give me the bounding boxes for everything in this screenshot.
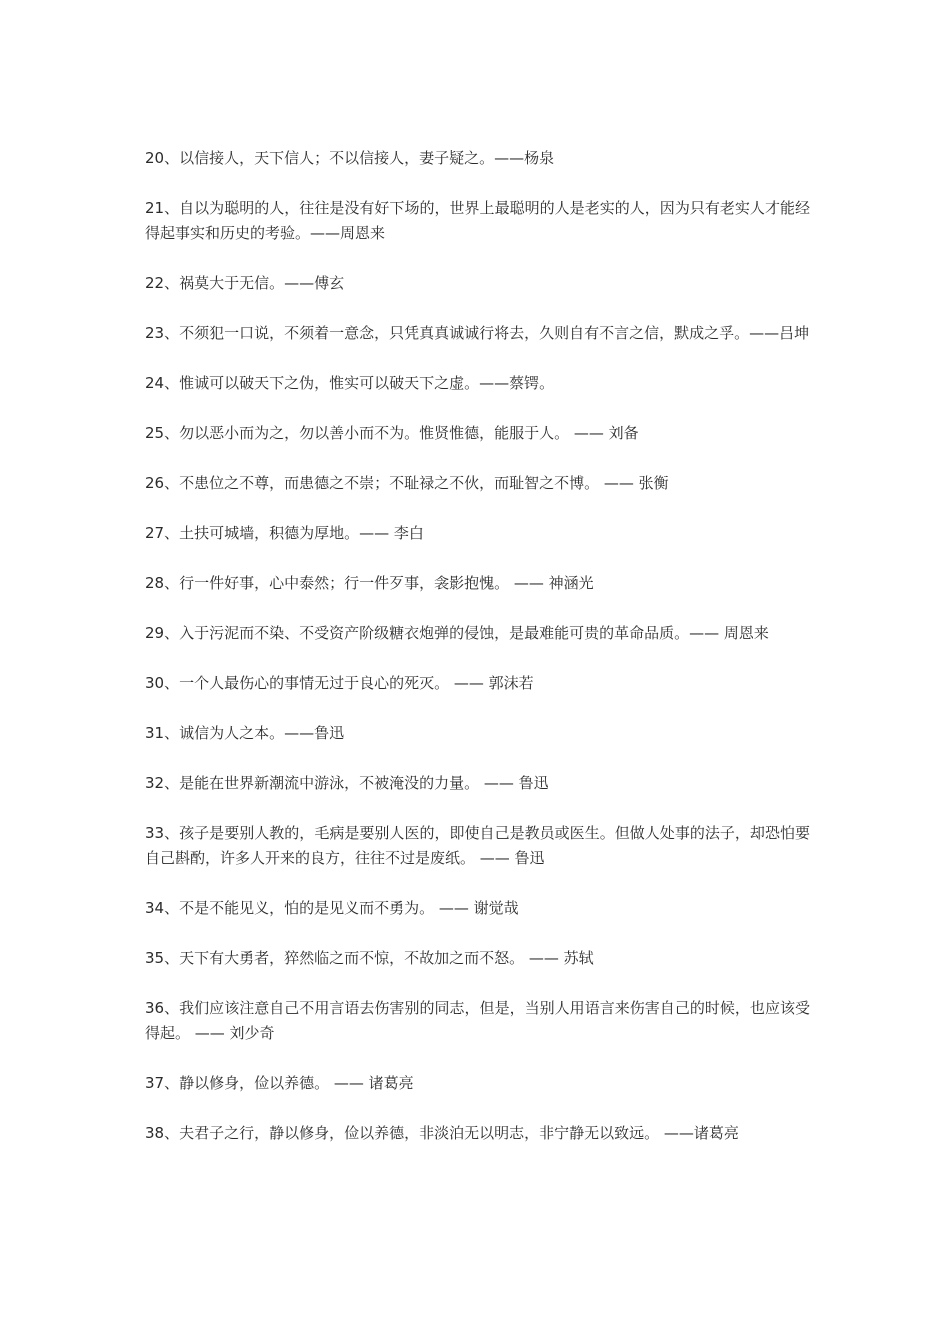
quote-item-34: 34、不是不能见义，怕的是见义而不勇为。 —— 谢觉哉 bbox=[145, 899, 519, 917]
quote-item-26: 26、不患位之不尊，而患德之不崇；不耻禄之不伙，而耻智之不博。 —— 张衡 bbox=[145, 474, 669, 492]
quote-item-33: 33、孩子是要别人教的，毛病是要别人医的，即使自己是教员或医生。但做人处事的法子，却恐怕要自己斟酌，许多人开来的良方，往往不过是废纸。 —— 鲁迅 bbox=[145, 824, 810, 867]
quote-item-28: 28、行一件好事，心中泰然；行一件歹事，衾影抱愧。 —— 神涵光 bbox=[145, 574, 594, 592]
quote-item-37: 37、静以修身，俭以养德。 —— 诸葛亮 bbox=[145, 1074, 414, 1092]
quote-item-25: 25、勿以恶小而为之，勿以善小而不为。惟贤惟德，能服于人。 —— 刘备 bbox=[145, 424, 639, 442]
quote-item-31: 31、诚信为人之本。——鲁迅 bbox=[145, 724, 345, 742]
quote-item-24: 24、惟诚可以破天下之伪，惟实可以破天下之虚。——蔡锷。 bbox=[145, 374, 555, 392]
quote-item-35: 35、天下有大勇者，猝然临之而不惊，不故加之而不怒。 —— 苏轼 bbox=[145, 949, 594, 967]
quote-item-30: 30、一个人最伤心的事情无过于良心的死灭。 —— 郭沫若 bbox=[145, 674, 534, 692]
quote-list bbox=[145, 146, 810, 1171]
quote-item-21: 21、自以为聪明的人，往往是没有好下场的，世界上最聪明的人是老实的人，因为只有老实人才能经得起事实和历史的考验。——周恩来 bbox=[145, 199, 810, 242]
quote-item-36: 36、我们应该注意自己不用言语去伤害别的同志，但是，当别人用语言来伤害自己的时候，也应该受得起。 —— 刘少奇 bbox=[145, 999, 810, 1042]
quote-item-29: 29、入于污泥而不染、不受资产阶级糖衣炮弹的侵蚀，是最难能可贵的革命品质。—— 周恩来 bbox=[145, 624, 769, 642]
quote-item-38: 38、夫君子之行，静以修身，俭以养德，非淡泊无以明志，非宁静无以致远。 ——诸葛亮 bbox=[145, 1124, 739, 1142]
quote-item-20: 20、以信接人，天下信人；不以信接人，妻子疑之。——杨泉 bbox=[145, 149, 555, 167]
quote-item-32: 32、是能在世界新潮流中游泳，不被淹没的力量。 —— 鲁迅 bbox=[145, 774, 549, 792]
quote-item-22: 22、祸莫大于无信。——傅玄 bbox=[145, 274, 345, 292]
quote-item-23: 23、不须犯一口说，不须着一意念，只凭真真诚诚行将去，久则自有不言之信，默成之孚。——吕坤 bbox=[145, 324, 810, 342]
quote-item-27: 27、土扶可城墙，积德为厚地。—— 李白 bbox=[145, 524, 424, 542]
